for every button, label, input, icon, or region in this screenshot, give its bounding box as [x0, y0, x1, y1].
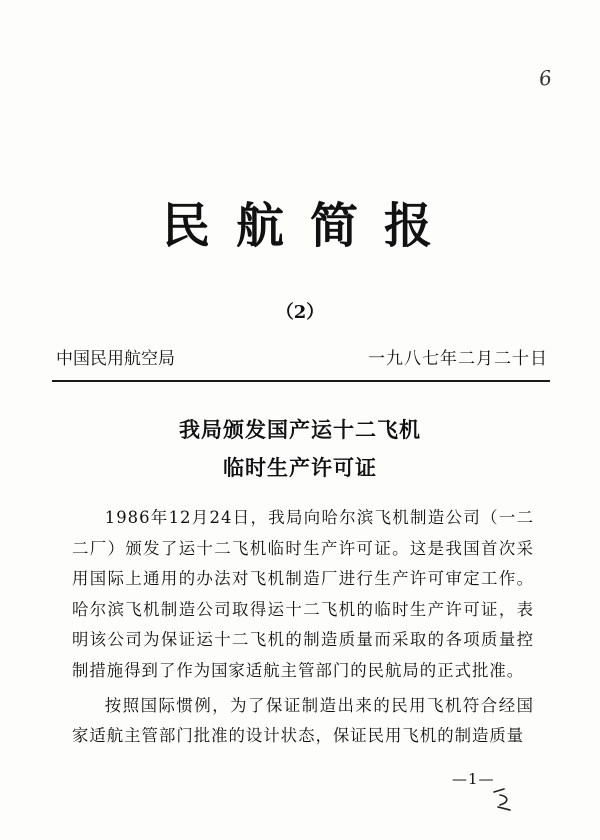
article-headline-line1: 我局颁发国产运十二飞机: [179, 417, 421, 442]
bulletin-masthead: 民航简报: [161, 198, 458, 254]
article-body: [72, 503, 534, 756]
issuer-date-row: [56, 344, 548, 370]
header-divider: [52, 380, 550, 382]
page-number: —1—: [452, 770, 495, 788]
handwritten-page-mark: 6: [537, 65, 554, 91]
article-headline-line2: 临时生产许可证: [223, 455, 377, 480]
handwritten-scribble-icon: [488, 786, 518, 816]
issuer-name: 中国民用航空局: [56, 349, 175, 369]
body-paragraph-2: 按照国际惯例，为了保证制造出来的民用飞机符合经国家适航主管部门批准的设计状态，保证民用飞机的制造质量: [72, 695, 534, 746]
body-paragraph-1: 1986年12月24日，我局向哈尔滨飞机制造公司（一二二厂）颁发了运十二飞机临时生产许可证。这是我国首次采用国际上通用的办法对飞机制造厂进行生产许可审定工作。哈尔滨飞机制造公司取得运十二飞机的临时生产许可证，表明该公司为保证运十二飞机的制造质量而采取的各项质量控制措施得到了作为国家适航主管部门的民航局的正式批准。: [72, 508, 534, 680]
issue-number: （2）: [275, 302, 325, 323]
issue-date: 一九八七年二月二十日: [368, 349, 548, 369]
